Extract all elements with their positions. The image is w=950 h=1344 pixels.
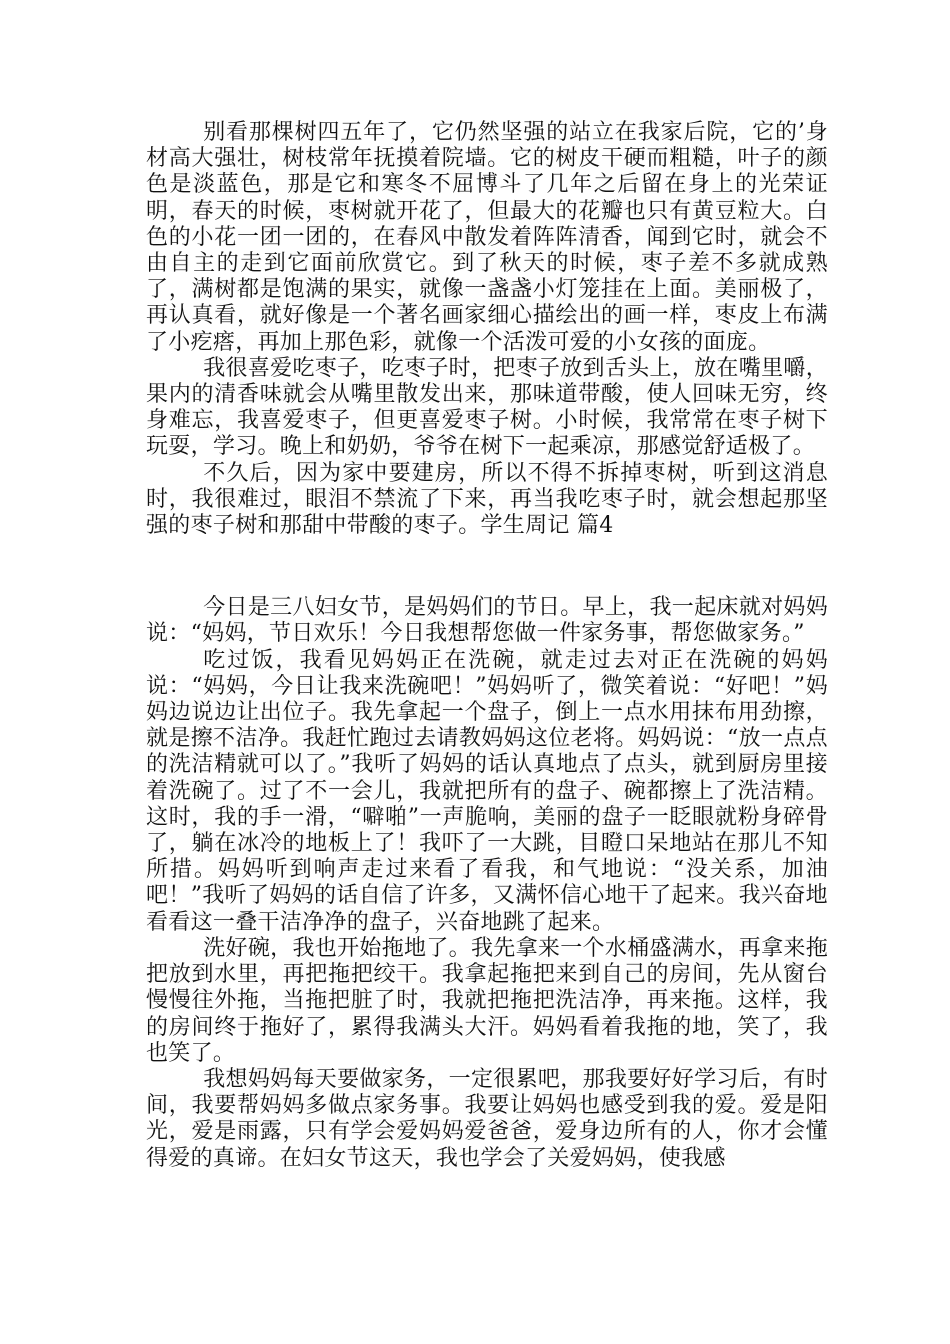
paragraph: 今日是三八妇女节，是妈妈们的节日。早上，我一起床就对妈妈说：“妈妈，节日欢乐！今日我想帮您做一件家务事，帮您做家务。” — [146, 595, 828, 647]
paragraph: 我很喜爱吃枣子，吃枣子时，把枣子放到舌头上，放在嘴里嚼，果内的清香味就会从嘴里散发出来，那味道带酸，使人回味无穷，终身难忘，我喜爱枣子，但更喜爱枣子树。小时候，我常常在枣子树下玩耍，学习。晚上和奶奶，爷爷在树下一起乘凉，那感觉舒适极了。 — [146, 355, 828, 460]
paragraph: 别看那棵树四五年了，它仍然坚强的站立在我家后院，它的’身材高大强壮，树枝常年抚摸着院墙。它的树皮干硬而粗糙，叶子的颜色是淡蓝色，那是它和寒冬不屈博斗了几年之后留在身上的光荣证明，春天的时候，枣树就开花了，但最大的花瓣也只有黄豆粒大。白色的小花一团一团的，在春风中散发着阵阵清香，闻到它时，就会不由自主的走到它面前欣赏它。到了秋天的时候，枣子差不多就成熟了，满树都是饱满的果实，就像一盏盏小灯笼挂在上面。美丽极了，再认真看，就好像是一个著名画家细心描绘出的画一样，枣皮上布满了小疙瘩，再加上那色彩，就像一个活泼可爱的小女孩的面庞。 — [146, 120, 828, 355]
paragraph: 我想妈妈每天要做家务，一定很累吧，那我要好好学习后，有时间，我要帮妈妈多做点家务事。我要让妈妈也感受到我的爱。爱是阳光，爱是雨露，只有学会爱妈妈爱爸爸，爱身边所有的人，你才会懂得爱的真谛。在妇女节这天，我也学会了关爱妈妈，使我感 — [146, 1066, 828, 1171]
section-jujube-tree — [146, 120, 828, 539]
section-womens-day — [146, 595, 828, 1171]
paragraph: 吃过饭，我看见妈妈正在洗碗，就走过去对正在洗碗的妈妈说：“妈妈，今日让我来洗碗吧！”妈妈听了，微笑着说：“好吧！”妈妈边说边让出位子。我先拿起一个盘子，倒上一点水用抹布用劲擦，就是擦不洁净。我赶忙跑过去请教妈妈这位老将。妈妈说：“放一点点的洗洁精就可以了。”我听了妈妈的话认真地点了点头，就到厨房里接着洗碗了。过了不一会儿，我就把所有的盘子、碗都擦上了洗洁精。这时，我的手一滑，“噼啪”一声脆响，美丽的盘子一眨眼就粉身碎骨了，躺在冰冷的地板上了！我吓了一大跳，目瞪口呆地站在那儿不知所措。妈妈听到响声走过来看了看我，和气地说：“没关系，加油吧！”我听了妈妈的话自信了许多，又满怀信心地干了起来。我兴奋地看看这一叠干洁净净的盘子，兴奋地跳了起来。 — [146, 647, 828, 935]
document-page — [146, 120, 828, 1172]
section-gap — [146, 539, 828, 595]
paragraph: 洗好碗，我也开始拖地了。我先拿来一个水桶盛满水，再拿来拖把放到水里，再把拖把绞干。我拿起拖把来到自己的房间，先从窗台慢慢往外拖，当拖把脏了时，我就把拖把洗洁净，再来拖。这样，我的房间终于拖好了，累得我满头大汗。妈妈看着我拖的地，笑了，我也笑了。 — [146, 935, 828, 1066]
paragraph: 不久后，因为家中要建房，所以不得不拆掉枣树，听到这消息时，我很难过，眼泪不禁流了下来，再当我吃枣子时，就会想起那坚强的枣子树和那甜中带酸的枣子。学生周记 篇4 — [146, 460, 828, 539]
